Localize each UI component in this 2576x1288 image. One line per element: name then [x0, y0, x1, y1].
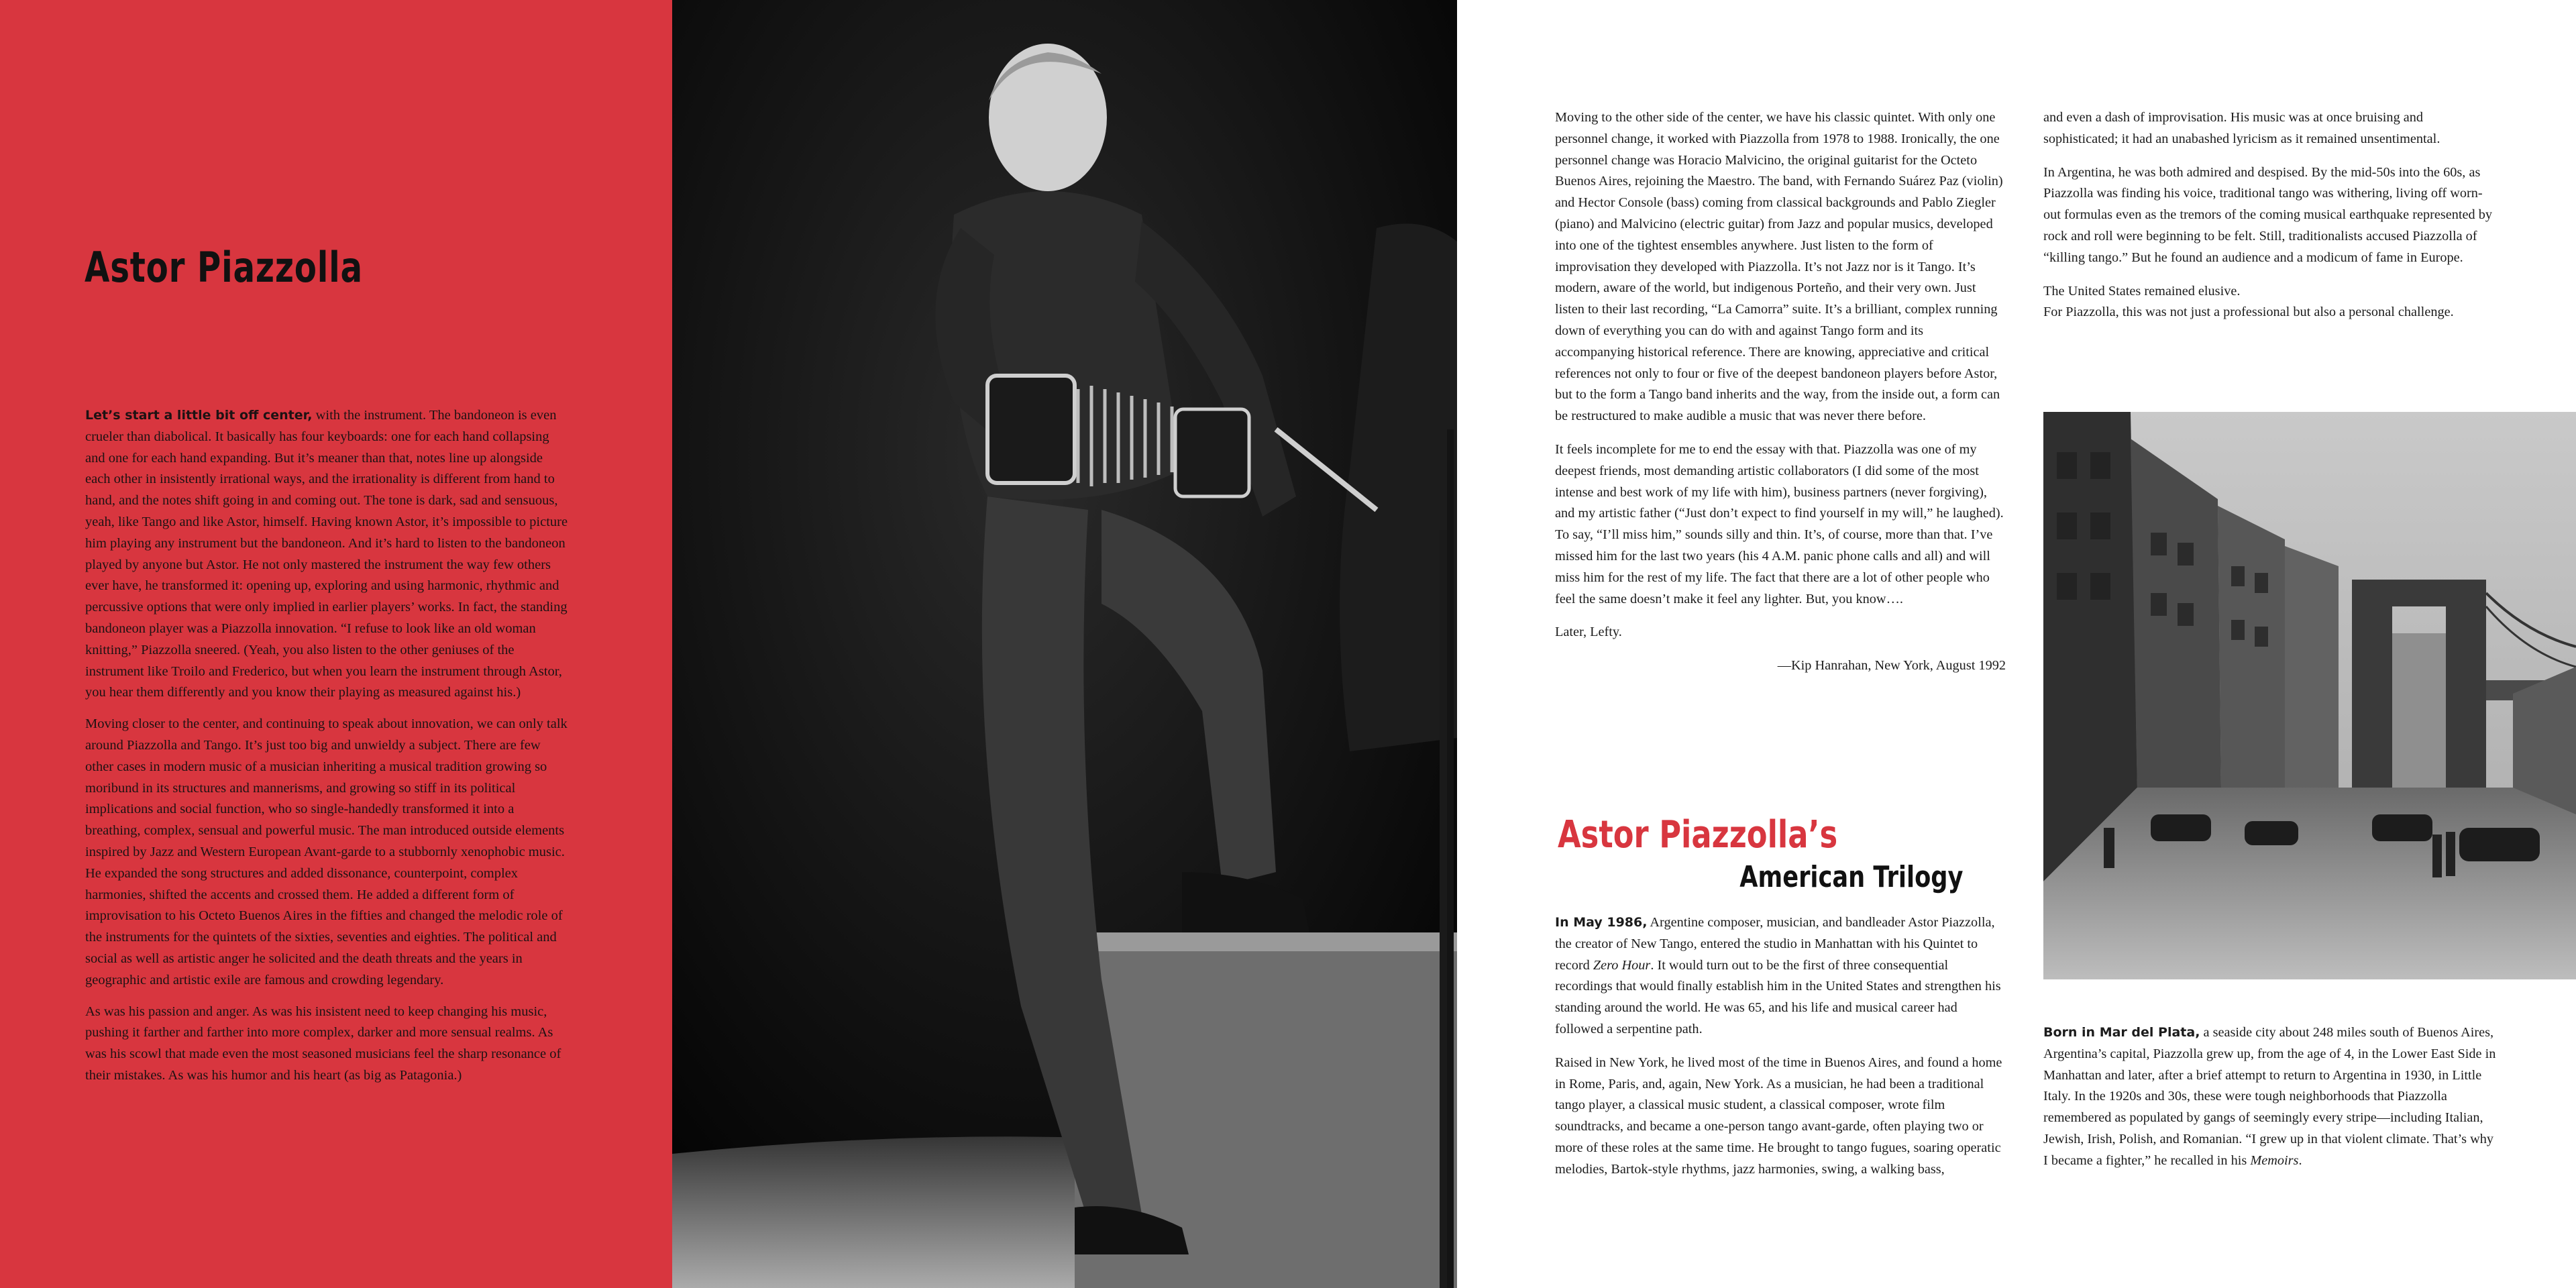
- intro-essay: [85, 405, 570, 1097]
- essay-paragraph-quintet: Moving to the other side of the center, we have his classic quintet. With only one personnel change, it worked with Piazzolla from 1978 to 1988. Ironically, the one personnel change was Horacio Malvicino, the original guitarist for the Octeto Buenos Aires, rejoining the Maestro. The band, with Fernando Suárez Paz (violin) and Hector Console (bass) coming from classical backgrounds and Pablo Ziegler (piano) and Malvicino (electric guitar) from Jazz and popular musics, developed into one of the tightest ensembles anywhere. Just listen to the form of improvisation they developed with Piazzolla. It’s not Jazz nor is it Tango. It’s modern, aware of the world, but indigenous Porteño, and their very own. Just listen to their last recording, “La Camorra” suite. It’s a brilliant, complex running down of everything you can do with and against Tango form and its accompanying historical reference. There are knowing, appreciative and critical references not only to four or five of the deepest bandoneon players before Astor, but to the form a Tango band inherits and the way, from the inside out, a form can be restructured to make audible a music that was never there before.: [1555, 110, 2003, 424]
- red-intro-panel: [0, 0, 672, 1288]
- intro-paragraph-1: [85, 405, 570, 704]
- trilogy-paragraph-5-line-2: For Piazzolla, this was not just a professional but also a personal challenge.: [2043, 305, 2454, 320]
- essay-closing: Later, Lefty.: [1555, 625, 1622, 640]
- intro-paragraph-2: Moving closer to the center, and continuing to speak about innovation, we can only talk around Piazzolla and Tango. It’s just too big and unwieldy a subject. There are few other cases in modern music of a musician inheriting a musical tradition growing so moribund in its structures and mannerisms, and growing so stiff in its political implications and social function, who so single-handedly transformed it into a breathing, complex, sensual and powerful music. The man introduced outside elements inspired by Jazz and Western European Avant-garde to a stubbornly xenophobic music. He expanded the song structures and added dissonance, counterpoint, complex harmonies, shifted the accents and crossed them. He added a different form of improvisation to his Octeto Buenos Aires in the fifties and changed the melodic role of the instruments for the quintets of the sixties, seventies and eighties. The political and social as well as artistic anger he solicited and the death threats and the years in geographic and artistic exile are famous and crowding legendary.: [85, 716, 568, 987]
- album-title-zero-hour: Zero Hour: [1593, 957, 1651, 973]
- trilogy-paragraph-1-text-a: Argentine composer, musician, and bandleader Astor Piazzolla, the creator of New Tango, entered the studio in Manhattan with his Quintet to record: [1555, 915, 1995, 973]
- intro-paragraph-1-text: with the instrument. The bandoneon is even crueler than diabolical. It basically has four keyboards: one for each hand collapsing and one for each hand expanding. But it’s meaner than that, notes line up alongside each other in insistently irrational ways, and the irrationality is different from hand to hand, and the notes shift going in and coming out. The tone is dark, sad and sensuous, yeah, like Tango and like Astor, himself. Having known Astor, it’s impossible to picture him playing any instrument but the bandoneon. And it’s hard to listen to the bandoneon played by anyone but Astor. He not only mastered the instrument the way few others ever have, he transformed it: opening up, exploring and using harmonic, rhythmic and percussive options that were only implied in earlier players’ works. In fact, the standing bandoneon player was a Piazzolla innovation. “I refuse to look like an old woman knitting,” Piazzolla sneered. (Yeah, you also listen to the other geniuses of the instrument like Troilo and Frederico, but when you learn the instrument through Astor, you hear them differently and you know their playing as measured against his.): [85, 408, 568, 700]
- page-title: Astor Piazzolla: [85, 243, 363, 292]
- section-subtitle: American Trilogy: [1739, 860, 1963, 894]
- trilogy-lead-in: In May 1986,: [1555, 915, 1648, 930]
- trilogy-paragraph-6: [2043, 1022, 2500, 1172]
- intro-paragraph-3: As was his passion and anger. As was his insistent need to keep changing his music, pushing it farther and farther into more complex, darker and more sensual realms. As was his scowl that made even the most seasoned musicians feel the sharp resonance of their mistakes. As was his humor and his heart (as big as Patagonia.): [85, 1004, 561, 1083]
- trilogy-paragraph-2: Raised in New York, he lived most of the time in Buenos Aires, and found a home in Rome, Paris, and, again, New York. As a musician, he had been a traditional tango player, a classical music student, a classical composer, wrote film soundtracks, and became a one-person tango avant-garde, often playing two or more of these roles at the same time. He brought to tango fugues, soaring operatic melodies, Bartok-style rhythms, jazz harmonies, swing, a walking bass,: [1555, 1055, 2002, 1177]
- trilogy-column-2: [2043, 107, 2500, 335]
- lead-in: Let’s start a little bit off center,: [85, 408, 313, 423]
- trilogy-paragraph-5-line-1: The United States remained elusive.: [2043, 283, 2241, 299]
- trilogy-paragraph-4: In Argentina, he was both admired and despised. By the mid-50s into the 60s, as Piazzolla was finding his voice, traditional tango was withering, living off worn-out formulas even as the tremors of the coming musical earthquake represented by rock and roll were beginning to be felt. Still, traditionalists accused Piazzolla of “killing tango.” But he found an audience and a modicum of fame in Europe.: [2043, 164, 2493, 265]
- section-heading: [1555, 813, 2006, 900]
- street-photo: [2043, 412, 2576, 979]
- author-signature: —Kip Hanrahan, New York, August 1992: [1777, 658, 2006, 674]
- trilogy-paragraph-5: [2043, 281, 2500, 324]
- trilogy-paragraph-1: [1555, 912, 2006, 1040]
- book-title-memoirs: Memoirs: [2250, 1152, 2299, 1168]
- trilogy-paragraph-6-text-b: .: [2298, 1152, 2302, 1168]
- birthplace-lead-in: Born in Mar del Plata,: [2043, 1025, 2200, 1040]
- trilogy-paragraph-1-text-b: . It would turn out to be the first of three consequential recordings that would finally establish him in the United States and strengthen his standing around the world. He was 65, and his life and musical career had followed a serpentine path.: [1555, 957, 2001, 1036]
- trilogy-column-3: [2043, 1022, 2500, 1184]
- performer-photo: [672, 0, 1457, 1288]
- essay-column-1: [1555, 107, 2006, 689]
- trilogy-paragraph-3: and even a dash of improvisation. His music was at once bruising and sophisticated; it had an unabashed lyricism as it remained unsentimental.: [2043, 110, 2440, 146]
- section-title: Astor Piazzolla’s: [1558, 813, 1838, 857]
- essay-paragraph-friendship: It feels incomplete for me to end the essay with that. Piazzolla was one of my deepest friends, most demanding artistic collaborators (I did some of the most intense and best work of my life with him), business partners (never forgiving), and my artistic father (“Just don’t expect to find yourself in my will,” he laughed). To say, “I’ll miss him,” sounds silly and thin. It’s, of course, more than that. I’ve missed him for the last two years (his 4 A.M. panic phone calls and all) and will miss him for the rest of my life. The fact that there are a lot of other people who feel the same doesn’t make it feel any lighter. But, you know….: [1555, 441, 2004, 606]
- lower-east-side-street-image: [2043, 412, 2576, 979]
- trilogy-paragraph-6-text-a: a seaside city about 248 miles south of Buenos Aires, Argentina’s capital, Piazzolla grew up, from the age of 4, in the Lower East Side in Manhattan and later, after a brief attempt to return to Argentina in 1930, in Little Italy. In the 1920s and 30s, these were tough neighborhoods that Piazzolla remembered as populated by gangs of seemingly every stripe—including Italian, Jewish, Irish, Polish, and Romanian. “I grew up in that violent climate. That’s why I became a fighter,” he recalled in his: [2043, 1025, 2496, 1168]
- bandoneon-player-image: [672, 0, 1457, 1288]
- trilogy-column-1: [1555, 912, 2006, 1193]
